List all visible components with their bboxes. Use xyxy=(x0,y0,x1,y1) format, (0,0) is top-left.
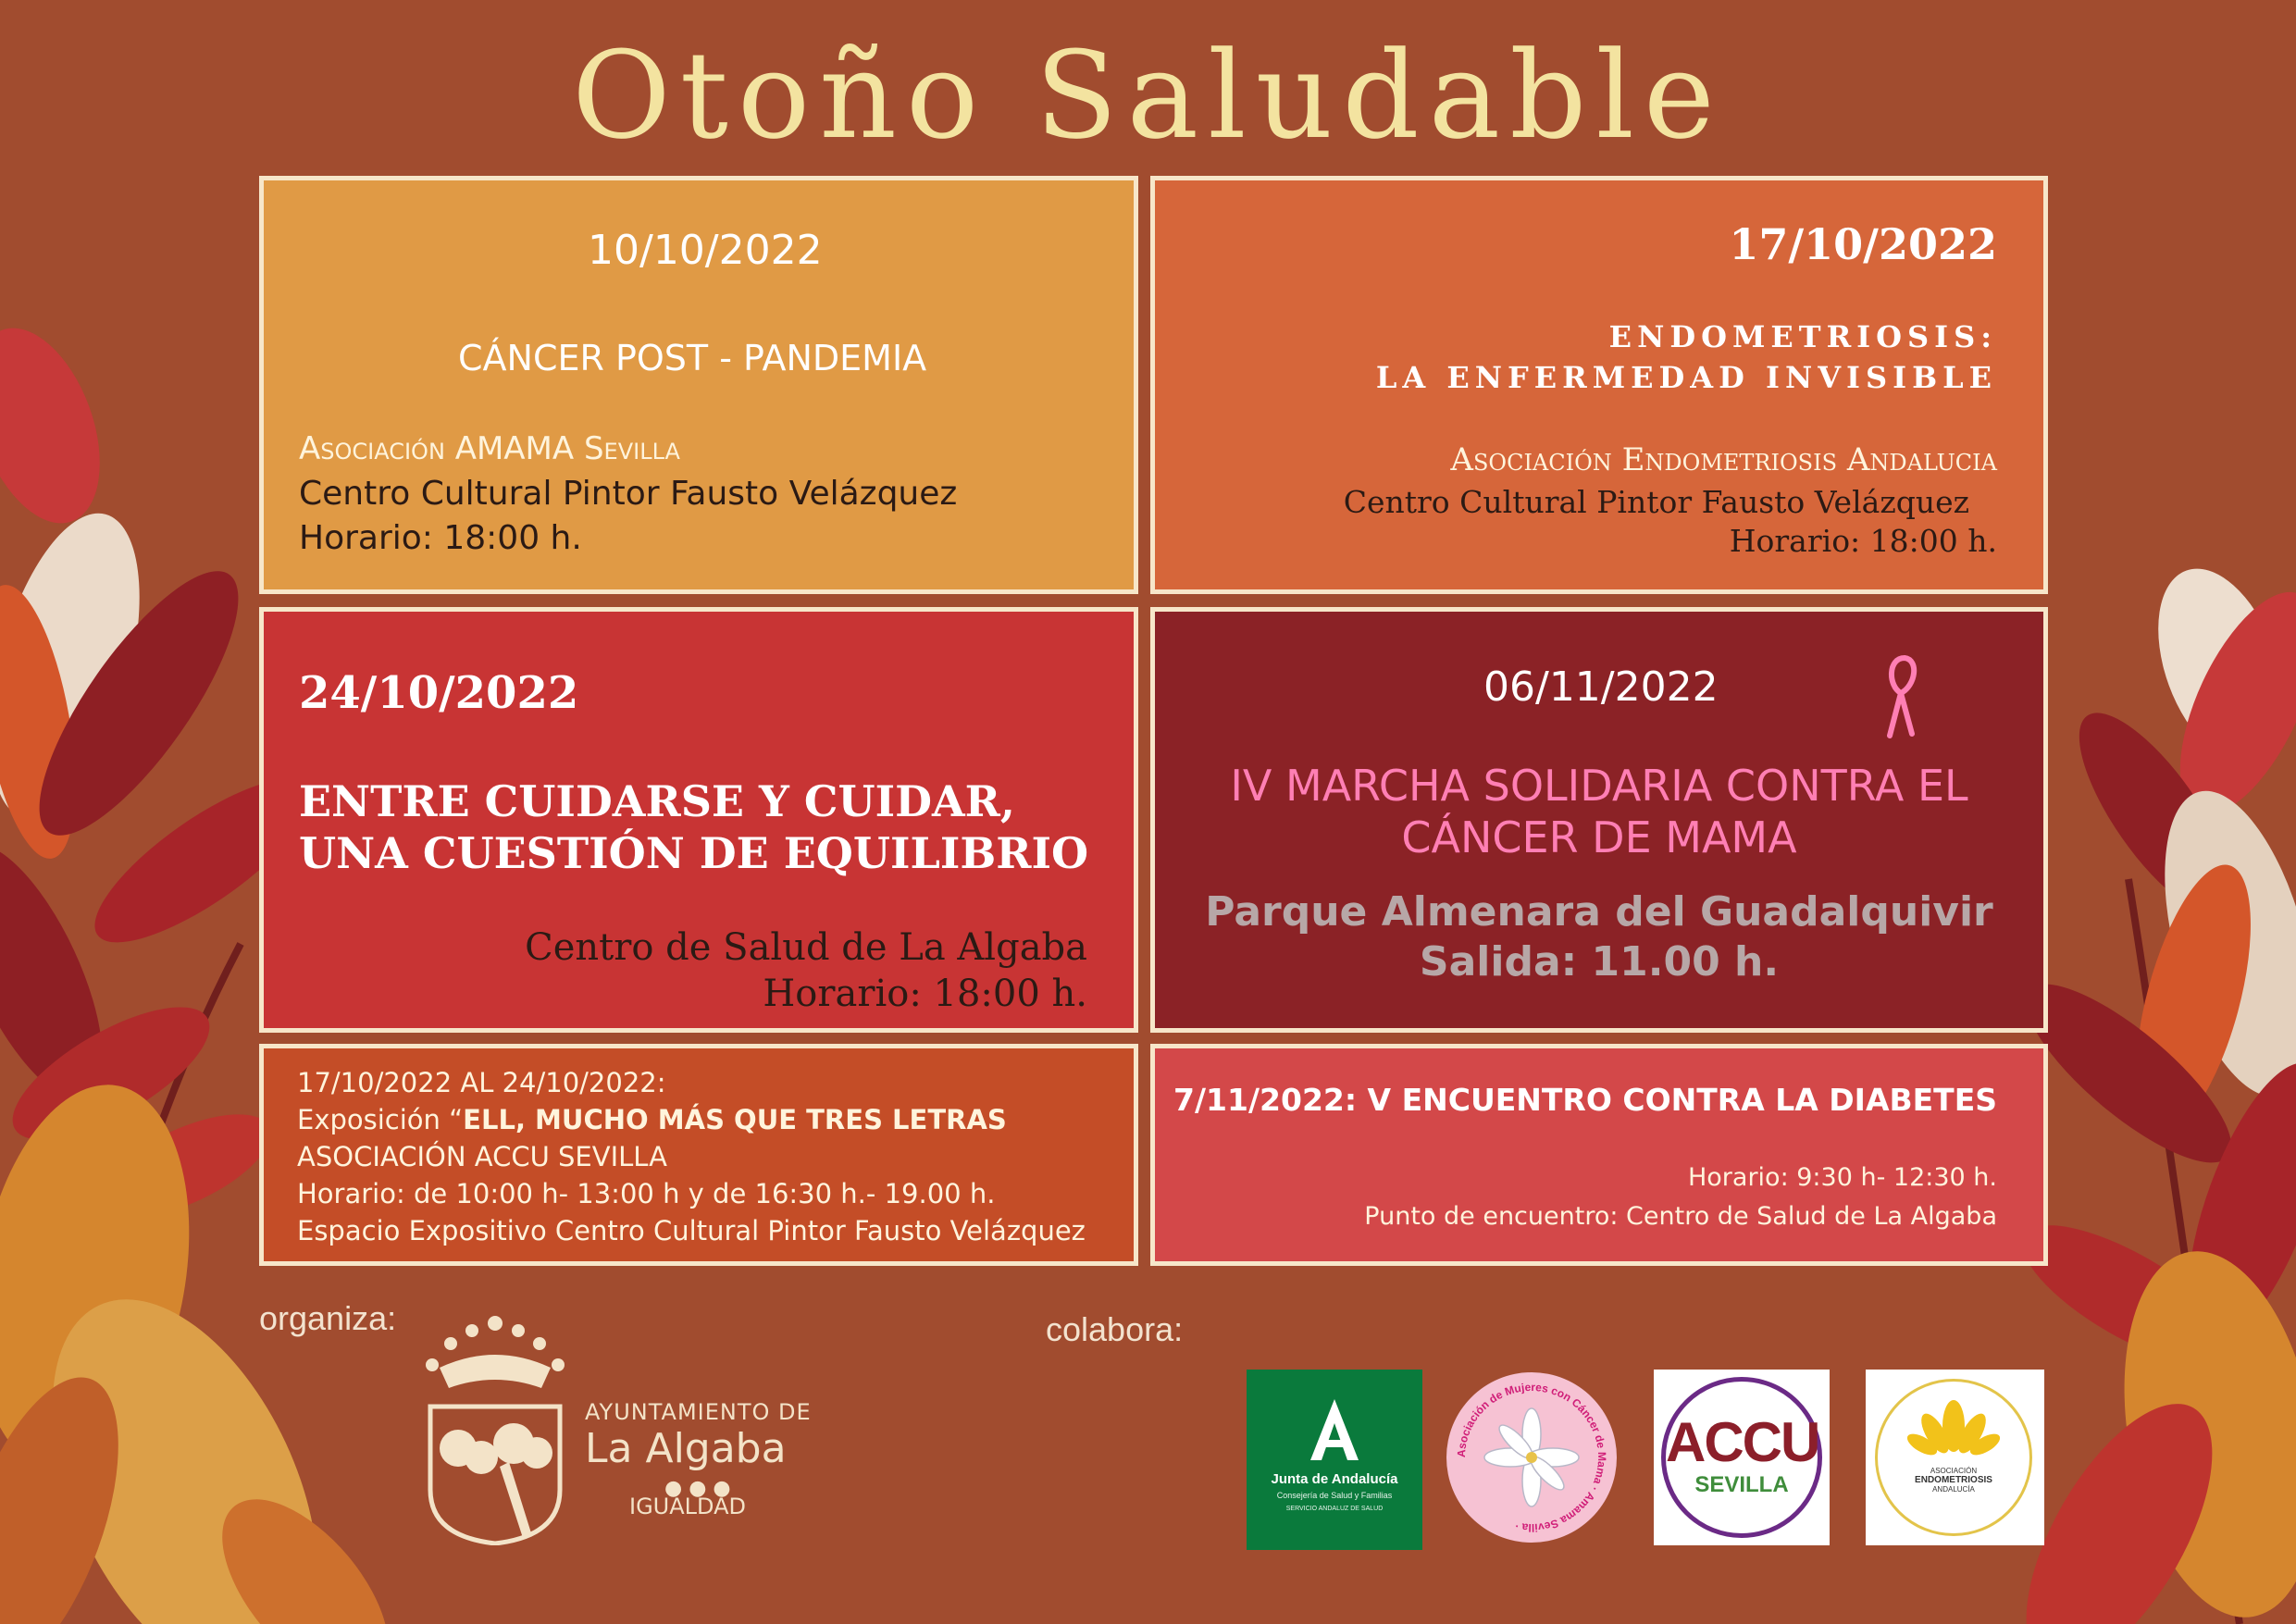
event-date: 24/10/2022 xyxy=(299,667,579,719)
diabetes-meeting-point: Punto de encuentro: Centro de Salud de La Algaba xyxy=(1364,1202,1997,1231)
event-title-line2: CÁNCER DE MAMA xyxy=(1401,812,1797,862)
event-place: Parque Almenara del Guadalquivir xyxy=(1205,888,1993,936)
ayuntamiento-line3: IGUALDAD xyxy=(629,1494,746,1519)
ayuntamiento-line2: La Algaba xyxy=(585,1425,787,1472)
endo-line2: ENDOMETRIOSIS xyxy=(1915,1475,1992,1485)
exhibition-card xyxy=(259,1044,1138,1266)
pink-ribbon-icon xyxy=(1877,651,1932,743)
event-place: Centro de Salud de La Algaba xyxy=(525,926,1087,969)
endometriosis-andalucia-logo xyxy=(1866,1370,2044,1545)
diabetes-time: Horario: 9:30 h- 12:30 h. xyxy=(1687,1163,1997,1192)
colabora-label: colabora: xyxy=(1046,1310,1184,1348)
event-organizer: Asociación Endometriosis Andalucia xyxy=(1450,441,1997,478)
event-title-line1: IV MARCHA SOLIDARIA CONTRA EL xyxy=(1230,761,1968,811)
accu-sevilla-logo xyxy=(1654,1370,1830,1545)
exhibition-name: ELL, MUCHO MÁS QUE TRES LETRAS xyxy=(463,1104,1007,1135)
event-time: Salida: 11.00 h. xyxy=(1419,938,1780,986)
event-place: Centro Cultural Pintor Fausto Velázquez xyxy=(1343,484,1969,520)
junta-andalucia-logo xyxy=(1247,1370,1422,1550)
organiza-label: organiza: xyxy=(259,1299,397,1337)
exhibition-place: Espacio Expositivo Centro Cultural Pintor Fausto Velázquez xyxy=(297,1215,1086,1246)
accu-name: ACCU xyxy=(1666,1411,1819,1473)
page-title: Otoño Saludable xyxy=(572,25,1724,166)
letter-a-icon xyxy=(1307,1397,1362,1462)
event-title-line1: ENDOMETRIOSIS: xyxy=(1608,319,1997,354)
exhibition-time: Horario: de 10:00 h- 13:00 h y de 16:30 h.- 19.00 h. xyxy=(297,1178,996,1209)
exhibition-title xyxy=(297,1104,1007,1135)
diabetes-card xyxy=(1150,1044,2048,1266)
accu-city: SEVILLA xyxy=(1694,1472,1789,1497)
amama-ring-text: Asociación de Mujeres con Cáncer de Mama · Amama Sevilla · xyxy=(1454,1380,1609,1535)
event-date: 06/11/2022 xyxy=(1483,663,1719,711)
event-title-line1: ENTRE CUIDARSE Y CUIDAR, xyxy=(299,776,1015,826)
event-title: CÁNCER POST - PANDEMIA xyxy=(458,338,927,378)
event-time: Horario: 18:00 h. xyxy=(763,973,1087,1015)
event-title-line2: UNA CUESTIÓN DE EQUILIBRIO xyxy=(299,828,1089,878)
event-organizer: Asociación AMAMA Sevilla xyxy=(299,430,680,467)
endo-line3: ANDALUCÍA xyxy=(1932,1485,1975,1494)
event-time: Horario: 18:00 h. xyxy=(1729,523,1997,559)
crown-icon xyxy=(421,1314,569,1545)
junta-name: Junta de Andalucía xyxy=(1271,1471,1398,1487)
event-card-marcha-solidaria xyxy=(1150,607,2048,1033)
lotus-icon xyxy=(1907,1398,2000,1463)
amama-sevilla-logo xyxy=(1444,1370,1620,1545)
exhibition-organizer: ASOCIACIÓN ACCU SEVILLA xyxy=(297,1141,667,1172)
junta-sub2: SERVICIO ANDALUZ DE SALUD xyxy=(1285,1506,1384,1512)
event-time: Horario: 18:00 h. xyxy=(299,519,582,557)
shield-icon xyxy=(430,1407,560,1543)
event-place: Centro Cultural Pintor Fausto Velázquez xyxy=(299,475,958,513)
exhibition-prefix: Exposición “ xyxy=(297,1104,464,1135)
event-date: 17/10/2022 xyxy=(1729,219,1997,269)
exhibition-dates: 17/10/2022 AL 24/10/2022: xyxy=(297,1067,666,1098)
event-date: 10/10/2022 xyxy=(588,227,823,274)
event-title-line2: LA ENFERMEDAD INVISIBLE xyxy=(1375,360,1997,395)
junta-sub1: Consejería de Salud y Familias xyxy=(1276,1491,1393,1500)
event-card-cancer-post-pandemia xyxy=(259,176,1138,594)
event-card-endometriosis xyxy=(1150,176,2048,594)
ayuntamiento-line1: AYUNTAMIENTO DE xyxy=(585,1399,812,1425)
event-card-entre-cuidarse xyxy=(259,607,1138,1033)
ayuntamiento-dots: ● ● ● xyxy=(664,1477,731,1500)
endo-line1: ASOCIACIÓN xyxy=(1930,1467,1978,1475)
diabetes-title: 7/11/2022: V ENCUENTRO CONTRA LA DIABETES xyxy=(1173,1082,1997,1118)
